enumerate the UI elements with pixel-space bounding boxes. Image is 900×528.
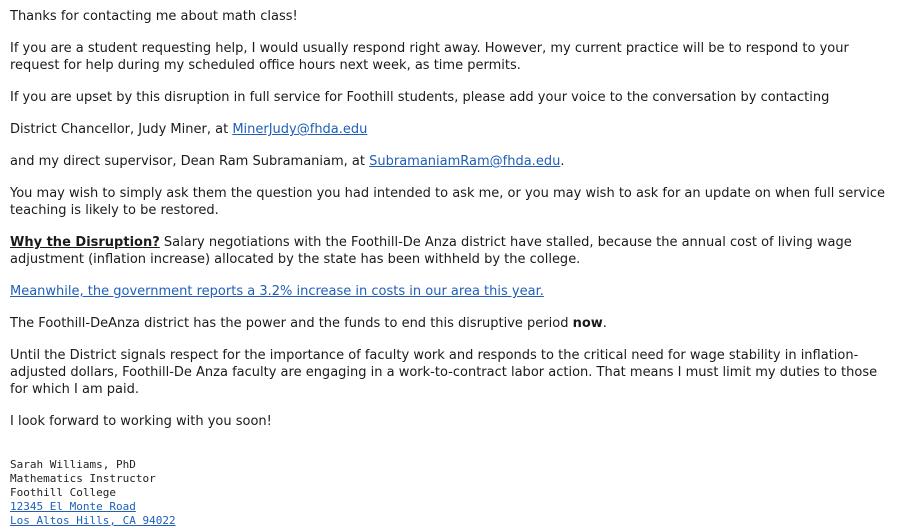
why-disruption-paragraph [10, 234, 888, 268]
cost-increase-link[interactable]: Meanwhile, the government reports a 3.2% increase in costs in our area this year. [10, 284, 544, 299]
chancellor-line [10, 121, 888, 138]
cost-increase-line [10, 283, 888, 300]
supervisor-end: . [560, 154, 565, 169]
signature-address-city-link[interactable]: Los Altos Hills, CA 94022 [10, 514, 176, 527]
supervisor-email-link[interactable]: SubramaniamRam@fhda.edu [369, 154, 561, 169]
paragraph-response-policy: If you are a student requesting help, I would usually respond right away. However, my current practice will be to respond to your request for help during my scheduled office hours next week, as time permits. [10, 41, 849, 73]
signature-block [10, 458, 888, 528]
why-disruption-text: Salary negotiations with the Foothill-De Anza district have stalled, because the annual cost of living wage adjustment (inflation increase) allocated by the state has been withheld by the college. [10, 235, 852, 267]
paragraph-labor-action: Until the District signals respect for the importance of faculty work and responds to the critical need for wage stability in inflation-adjusted dollars, Foothill-De Anza faculty are engaging in a work-to-contract labor action. That means I must limit my duties to those for which I am paid. [10, 348, 878, 397]
signature-title: Mathematics Instructor [10, 472, 156, 485]
closing-line: I look forward to working with you soon! [10, 414, 272, 429]
greeting: Thanks for contacting me about math class! [10, 9, 298, 24]
supervisor-text: and my direct supervisor, Dean Ram Subramaniam, at [10, 154, 370, 169]
chancellor-text: District Chancellor, Judy Miner, at [10, 122, 233, 137]
signature-name: Sarah Williams, PhD [10, 458, 136, 471]
district-power-line [10, 315, 888, 332]
district-power-bold: now [572, 316, 603, 331]
chancellor-email-link[interactable]: MinerJudy@fhda.edu [232, 122, 368, 137]
district-power-text: The Foothill-DeAnza district has the power and the funds to end this disruptive period [10, 316, 573, 331]
supervisor-line [10, 153, 888, 170]
why-disruption-heading: Why the Disruption? [10, 235, 160, 250]
signature-address-street-link[interactable]: 12345 El Monte Road [10, 500, 136, 513]
paragraph-ask-question: You may wish to simply ask them the question you had intended to ask me, or you may wish to ask for an update on when full service teaching is likely to be restored. [10, 186, 885, 218]
district-power-end: . [602, 316, 607, 331]
signature-college: Foothill College [10, 486, 116, 499]
paragraph-contact-request: If you are upset by this disruption in full service for Foothill students, please add your voice to the conversation by contacting [10, 90, 830, 105]
